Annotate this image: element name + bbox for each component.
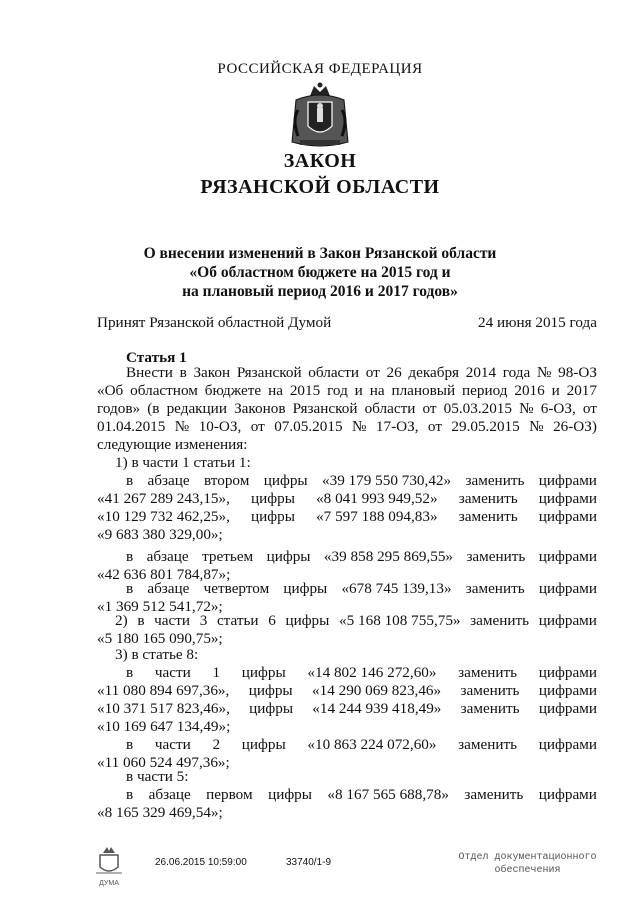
article-word: «11 060 524 497,36»; (97, 754, 230, 771)
article-word: «9 683 380 329,00»; (97, 526, 223, 543)
article-word: заменить (458, 664, 518, 681)
article-word: (в (147, 400, 160, 417)
article-word: абзаце (147, 580, 190, 597)
article-word: области (364, 400, 416, 417)
article-word: 1) в части 1 статьи 1: (115, 454, 251, 471)
article-word: и (354, 382, 363, 399)
article-word: цифры (248, 682, 293, 699)
article-word: абзаце (148, 786, 191, 803)
article-word: бюджете (204, 382, 262, 399)
article-word: «10 169 647 134,49»; (97, 718, 231, 735)
adoption-date: 24 июня 2015 года (477, 314, 597, 331)
article-word: в (126, 664, 134, 681)
article-word: «8 041 993 949,52» (316, 490, 438, 507)
article-word: заменить (460, 682, 520, 699)
article-line (97, 718, 597, 736)
article-word: цифрами (538, 664, 597, 681)
article-word: года (502, 364, 531, 381)
article-line (97, 700, 597, 718)
article-word: заменить (466, 548, 526, 565)
article-word: заменить (458, 736, 518, 753)
subject-line-1: О внесении изменений в Закон Рязанской области (143, 245, 497, 262)
article-word: от (582, 400, 597, 417)
article-word: 1 (212, 664, 221, 681)
article-word: в (179, 364, 187, 381)
article-line (126, 548, 597, 566)
article-word: 2017 (566, 382, 597, 399)
article-word: цифрами (538, 736, 597, 753)
article-line (126, 768, 597, 786)
article-line (115, 612, 597, 630)
article-word: «5 168 108 755,75» (339, 612, 461, 629)
article-word: на (268, 382, 283, 399)
article-word: Законов (234, 400, 286, 417)
article-word: «11 080 894 697,36», (97, 682, 230, 699)
article-word: втором (204, 472, 250, 489)
article-word: № (174, 418, 190, 435)
article-word: от (365, 364, 380, 381)
article-word: цифрами (538, 682, 597, 699)
article-line (115, 454, 597, 472)
coat-of-arms-icon (284, 80, 356, 152)
law-title: ЗАКОН (283, 150, 357, 172)
article-line (97, 400, 597, 418)
article-word: № (529, 418, 544, 435)
article-word: от (250, 418, 265, 435)
article-word: «5 180 165 090,75»; (97, 630, 223, 647)
article-word: заменить (458, 490, 518, 507)
article-line (97, 418, 597, 436)
article-word: части (154, 736, 191, 753)
article-word: № (519, 400, 534, 417)
article-word: в (126, 580, 134, 597)
article-word: 6 (268, 612, 276, 629)
article-word: Внести (126, 364, 173, 381)
article-word: годов» (97, 400, 141, 417)
article-word: заменить (465, 580, 525, 597)
article-word: заменить (470, 612, 530, 629)
article-word: 29.05.2015 (451, 418, 520, 435)
article-line (126, 664, 597, 682)
country-header: РОССИЙСКАЯ ФЕДЕРАЦИЯ (217, 61, 423, 77)
adopted-by: Принят Рязанской областной Думой (97, 314, 332, 331)
article-word: заменить (460, 700, 520, 717)
article-word: 2014 (465, 364, 497, 381)
article-word: «10 371 517 823,46», (97, 700, 230, 717)
article-word: цифрами (538, 490, 597, 507)
article-word: плановый (391, 382, 456, 399)
article-word: в (126, 472, 134, 489)
article-word: «14 802 146 272,60» (307, 664, 437, 681)
article-word: Закон (193, 364, 231, 381)
article-word: 17-ОЗ, (375, 418, 419, 435)
article-word: «10 863 224 072,60» (307, 736, 437, 753)
article-word: на (369, 382, 385, 399)
article-word: «7 597 188 094,83» (316, 508, 438, 525)
article-word: цифры (241, 664, 286, 681)
article-word: Рязанской (292, 400, 358, 417)
article-word: год (327, 382, 348, 399)
article-line (97, 682, 597, 700)
footer-timestamp: 26.06.2015 10:59:00 (155, 857, 247, 868)
article-line (97, 436, 597, 454)
article-word: в (126, 786, 134, 803)
duma-logo-icon (94, 845, 124, 881)
article-word: статьи (216, 612, 259, 629)
article-word: и (551, 382, 560, 399)
article-word: цифрами (538, 472, 597, 489)
article-line (97, 490, 597, 508)
article-line (126, 786, 597, 804)
article-word: в (137, 612, 145, 629)
article-word: в (126, 548, 134, 565)
article-word: № (351, 418, 367, 435)
article-word: период (461, 382, 508, 399)
article-word: следующие изменения: (97, 436, 248, 453)
article-word: цифрами (538, 548, 597, 565)
article-word: 2) (115, 612, 128, 629)
article-word: «1 369 512 541,72»; (97, 598, 223, 615)
stamp-line-1: Отдел документационного (458, 852, 597, 863)
article-word: цифрами (538, 580, 597, 597)
article-word: цифрами (538, 508, 597, 525)
article-line (126, 580, 597, 598)
article-word: 3 (199, 612, 208, 629)
article-word: 26 (386, 364, 402, 381)
article-word: заменить (464, 786, 524, 803)
article-word: заменить (458, 508, 518, 525)
article-word: четвертом (203, 580, 270, 597)
article-word: части (154, 664, 191, 681)
region-title: РЯЗАНСКОЙ ОБЛАСТИ (200, 176, 440, 198)
article-word: 2016 (514, 382, 545, 399)
article-line (97, 526, 597, 544)
article-word: цифрами (538, 700, 597, 717)
article-word: «8 165 329 469,54»; (97, 804, 223, 821)
article-line (97, 508, 597, 526)
department-stamp (440, 851, 615, 877)
article-word: 05.03.2015 (443, 400, 512, 417)
article-word: 01.04.2015 (97, 418, 166, 435)
article-line (97, 382, 597, 400)
article-word: от (422, 400, 437, 417)
article-word: 2 (212, 736, 221, 753)
article-word: цифрами (538, 612, 597, 629)
article-word: 07.05.2015 (274, 418, 343, 435)
article-word: цифры (268, 786, 312, 803)
article-word: цифры (285, 612, 330, 629)
article-word: 98-ОЗ (558, 364, 597, 381)
article-word: «42 636 801 784,87»; (97, 566, 231, 583)
article-word: цифры (266, 548, 311, 565)
article-line (126, 364, 597, 382)
article-word: части (154, 612, 191, 629)
article-word: 26-ОЗ) (553, 418, 597, 435)
article-word: от (427, 418, 442, 435)
stamp-line-2: обеспечения (494, 865, 561, 876)
duma-logo-label: ДУМА (99, 880, 119, 887)
article-word: заменить (465, 472, 525, 489)
article-word: Рязанской (236, 364, 302, 381)
article-word: «39 858 295 869,55» (323, 548, 454, 565)
article-word: «Об (97, 382, 124, 399)
article-word: «14 290 069 823,46» (312, 682, 442, 699)
article-word: цифры (283, 580, 328, 597)
article-word: декабря (408, 364, 460, 381)
article-word: «41 267 289 243,15», (97, 490, 230, 507)
article-line (97, 804, 597, 822)
article-word: абзаце (147, 472, 190, 489)
article-word: № (536, 364, 552, 381)
article-word: «14 244 939 418,49» (312, 700, 442, 717)
article-word: 10-ОЗ, (198, 418, 242, 435)
article-heading: Статья 1 (126, 349, 187, 366)
article-word: «8 167 565 688,78» (327, 786, 449, 803)
article-word: 2015 (289, 382, 321, 399)
article-word: третьем (202, 548, 254, 565)
article-word: в части 5: (126, 768, 189, 785)
article-word: цифры (263, 472, 308, 489)
subject-line-3: на плановый период 2016 и 2017 годов» (182, 283, 458, 300)
article-word: в (126, 736, 134, 753)
article-word: цифры (251, 508, 295, 525)
article-word: «678 745 139,13» (341, 580, 452, 597)
footer-doc-number: 33740/1-9 (286, 857, 332, 868)
article-word: первом (206, 786, 253, 803)
article-word: 3) в статье 8: (115, 646, 199, 663)
article-word: областном (130, 382, 198, 399)
article-word: редакции (166, 400, 227, 417)
article-word: абзаце (146, 548, 189, 565)
article-word: цифры (249, 700, 294, 717)
article-line (126, 472, 597, 490)
article-line (115, 646, 597, 664)
article-word: цифрами (538, 786, 597, 803)
article-word: цифры (241, 736, 286, 753)
article-line (126, 736, 597, 754)
article-word: «10 129 732 462,25», (97, 508, 230, 525)
article-word: области (308, 364, 360, 381)
subject-line-2: «Об областном бюджете на 2015 год и (189, 264, 451, 281)
article-word: 6-ОЗ, (540, 400, 576, 417)
article-word: цифры (251, 490, 295, 507)
article-word: «39 179 550 730,42» (322, 472, 452, 489)
